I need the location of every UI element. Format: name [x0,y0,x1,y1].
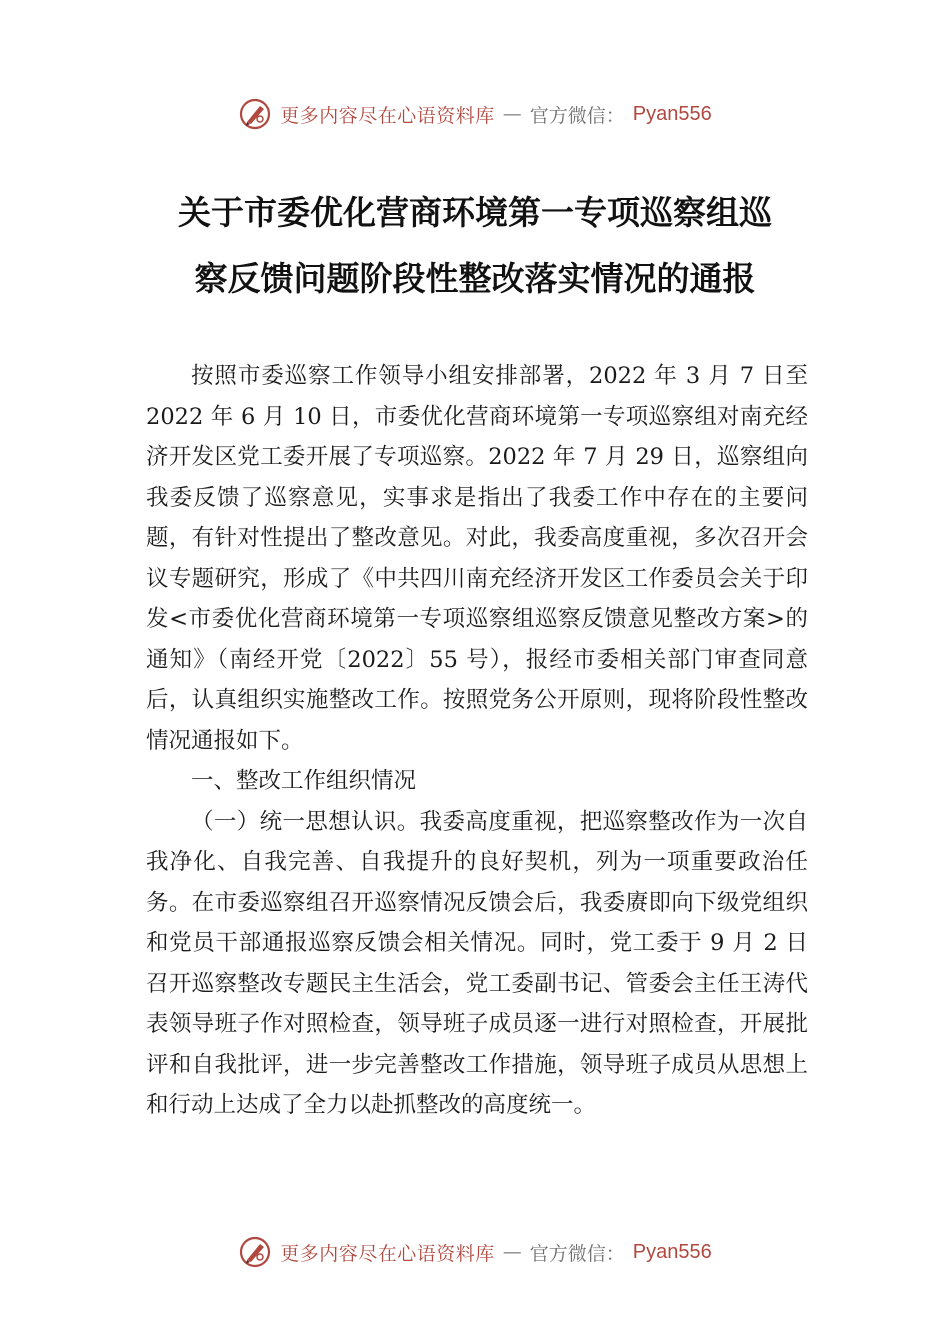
title-line-2: 察反馈问题阶段性整改落实情况的通报 [194,259,756,298]
document-body [146,356,808,1126]
header-banner [0,94,950,134]
footer-tagline: 更多内容尽在心语资料库 [280,1242,495,1265]
pen-logo-icon [238,1235,272,1269]
paragraph-intro: 按照市委巡察工作领导小组安排部署，2022 年 3 月 7 日至 2022 年 6 月 10 日，市委优化营商环境第一专项巡察组对南充经济开发区党工委开展了专项巡察。2022 年 7 月 29 日，巡察组向我委反馈了巡察意见，实事求是指出了我委工作中存在的主要问题，有针对性提出了整改意见。对此，我委高度重视，多次召开会议专题研究，形成了《中共四川南充经济开发区工作委员会关于印发<市委优化营商环境第一专项巡察组巡察反馈意见整改方案>的通知》（南经开党〔2022〕55 号），报经市委相关部门审查同意后，认真组织实施整改工作。按照党务公开原则，现将阶段性整改情况通报如下。 [146,363,808,754]
paragraph-unify-thinking: （一）统一思想认识。我委高度重视，把巡察整改作为一次自我净化、自我完善、自我提升的良好契机，列为一项重要政治任务。在市委巡察组召开巡察情况反馈会后，我委赓即向下级党组织和党员干部通报巡察反馈会相关情况。同时，党工委于 9 月 2 日召开巡察整改专题民主生活会，党工委副书记、管委会主任王涛代表领导班子作对照检查，领导班子成员逐一进行对照检查，开展批评和自我批评，进一步完善整改工作措施，领导班子成员从思想上和行动上达成了全力以赴抓整改的高度统一。 [146,808,808,1118]
footer-banner [0,1232,950,1272]
footer-wechat-id: Pyan556 [632,1240,712,1263]
section-heading: 一、整改工作组织情况 [191,768,417,794]
banner-tagline: 更多内容尽在心语资料库 [280,104,495,127]
title-line-1: 关于市委优化营商环境第一专项巡察组巡 [178,193,772,232]
footer-label: 官方微信： [529,1242,625,1265]
banner-separator: — [502,103,522,125]
pen-logo-icon [238,97,272,131]
banner-wechat-id: Pyan556 [632,102,712,125]
document-title [120,180,830,312]
footer-separator: — [502,1241,522,1263]
banner-label: 官方微信： [529,104,625,127]
